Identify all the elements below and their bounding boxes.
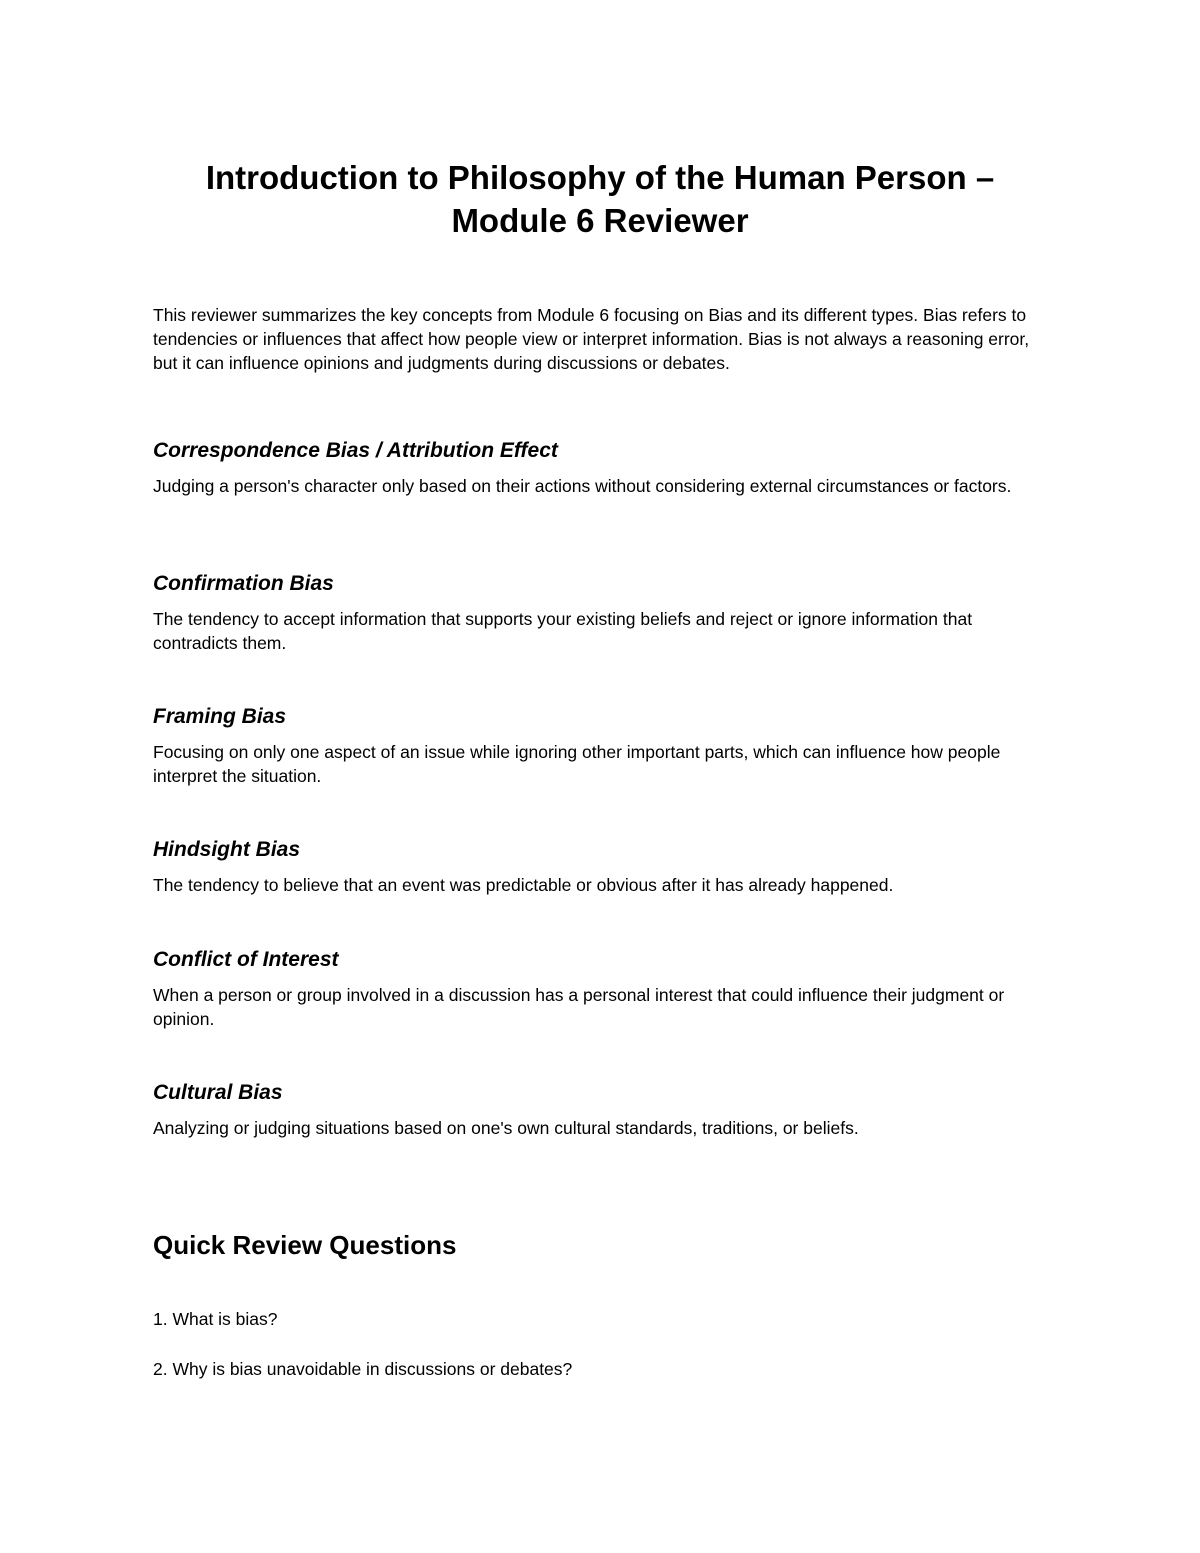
section-title: Cultural Bias	[153, 1081, 283, 1104]
section-correspondence-bias	[153, 437, 1053, 570]
section-title: Confirmation Bias	[153, 572, 334, 595]
intro-paragraph: This reviewer summarizes the key concepts from Module 6 focusing on Bias and its different types. Bias refers to tendencies or influences that affect how people view or interpret information. Bias is not always a reasoning error, but it can influence opinions and judgments during discussions or debates.	[153, 305, 1030, 373]
section-description: Judging a person's character only based on their actions without considering external circumstances or factors.	[153, 476, 1012, 496]
review-questions-heading: Quick Review Questions	[153, 1230, 457, 1260]
document-title	[100, 156, 1100, 242]
review-question-2: 2. Why is bias unavoidable in discussions or debates?	[153, 1359, 573, 1379]
section-hindsight-bias	[153, 836, 1053, 946]
section-description: The tendency to believe that an event was predictable or obvious after it has already happened.	[153, 875, 894, 895]
section-title: Hindsight Bias	[153, 838, 301, 861]
bias-sections	[153, 437, 1053, 1189]
section-confirmation-bias	[153, 570, 1053, 703]
section-title: Framing Bias	[153, 705, 287, 728]
section-conflict-of-interest	[153, 946, 1053, 1079]
section-description: Focusing on only one aspect of an issue while ignoring other important parts, which can influence how people interpret the situation.	[153, 742, 1001, 786]
section-description: When a person or group involved in a discussion has a personal interest that could influence their judgment or opinion.	[153, 985, 1005, 1029]
section-description: The tendency to accept information that supports your existing beliefs and reject or ignore information that contradicts them.	[153, 609, 973, 653]
section-description: Analyzing or judging situations based on one's own cultural standards, traditions, or beliefs.	[153, 1118, 859, 1138]
section-title: Correspondence Bias / Attribution Effect	[153, 439, 558, 462]
review-question-1: 1. What is bias?	[153, 1309, 278, 1329]
document-title-line-1: Introduction to Philosophy of the Human Person –	[205, 159, 995, 196]
section-title: Conflict of Interest	[153, 948, 339, 971]
section-cultural-bias	[153, 1079, 1053, 1189]
section-framing-bias	[153, 703, 1053, 836]
document-title-line-2: Module 6 Reviewer	[451, 202, 749, 239]
